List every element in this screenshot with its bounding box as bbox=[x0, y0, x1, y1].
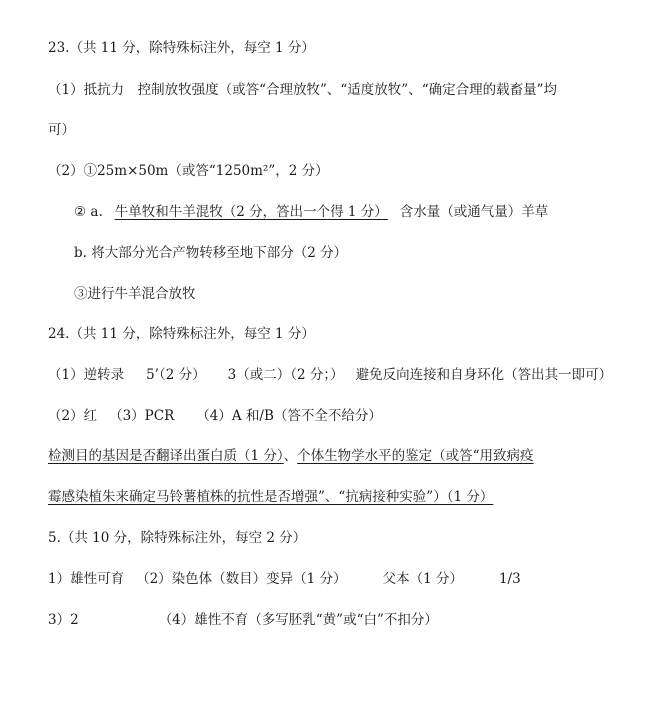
q25-part1-c: 父本（1 分） bbox=[382, 571, 463, 587]
q24-part1-c: 3（或二）（2 分；） bbox=[227, 367, 344, 383]
q23-part2b: b. 将大部分光合产物转移至地下部分（2 分） bbox=[74, 245, 348, 261]
q25-part1-a: 1）雄性可育 bbox=[48, 571, 125, 587]
q24-u1-b: 个体生物学水平的鉴定（或答“用致病疫 bbox=[297, 448, 534, 464]
q24-part2-c: （4）A 和/B（答不全不给分） bbox=[196, 408, 382, 424]
q25-part1-b: （2）染色体（数目）变异（1 分） bbox=[136, 571, 347, 587]
q23-part2c: ③进行牛羊混合放牧 bbox=[74, 286, 196, 302]
q24-part1-d: 避免反向连接和自身环化（答出其一即可） bbox=[355, 367, 613, 383]
q24-u2: 霉感染植朱来确定马铃薯植株的抗性是否增强”、“抗病接种实验”）（1 分） bbox=[48, 489, 494, 505]
q24-underlined-line1 bbox=[48, 446, 534, 466]
q24-part2-a: （2）红 bbox=[48, 408, 98, 424]
q24-part1-a: （1）逆转录 bbox=[48, 367, 125, 383]
q23-part1-line2: 可） bbox=[48, 122, 75, 138]
q25-part3 bbox=[48, 610, 438, 630]
q24-underlined-line2 bbox=[48, 487, 493, 507]
q24-u1-sep: 、 bbox=[283, 448, 298, 464]
q23-part2a-rest: 含水量（或通气量）羊草 bbox=[399, 204, 549, 220]
q25-part3-b: （4）雄性不育（多写胚乳“黄”或“白”不扣分） bbox=[158, 612, 438, 628]
q23-part1-line1: （1）抵抗力 控制放牧强度（或答“合理放牧”、“适度放牧”、“确定合理的载畜量”均 bbox=[48, 82, 557, 98]
q23-part2a-prefix: ② a. bbox=[74, 204, 103, 220]
q24-u1-a: 检测目的基因是否翻译出蛋白质（1 分） bbox=[48, 448, 284, 464]
q24-part2-b: （3）PCR bbox=[109, 408, 175, 424]
q24-part2 bbox=[48, 406, 382, 426]
q24-header: 24.（共 11 分，除特殊标注外，每空 1 分） bbox=[48, 326, 315, 342]
q23-part2: （2）①25m×50m（或答“1250m²”，2 分） bbox=[48, 163, 329, 179]
q23-header: 23.（共 11 分，除特殊标注外，每空 1 分） bbox=[48, 40, 315, 56]
q24-part1 bbox=[48, 365, 612, 385]
q25-part1-d: 1/3 bbox=[498, 571, 521, 587]
q25-header: 5.（共 10 分，除特殊标注外，每空 2 分） bbox=[48, 530, 307, 546]
q25-part3-a: 3）2 bbox=[48, 612, 79, 628]
q24-part1-b: 5’（2 分） bbox=[146, 367, 206, 383]
q25-part1 bbox=[48, 569, 521, 589]
q23-part2a bbox=[74, 202, 548, 222]
q23-part2a-underlined: 牛单牧和牛羊混牧（2 分，答出一个得 1 分） bbox=[114, 204, 388, 220]
